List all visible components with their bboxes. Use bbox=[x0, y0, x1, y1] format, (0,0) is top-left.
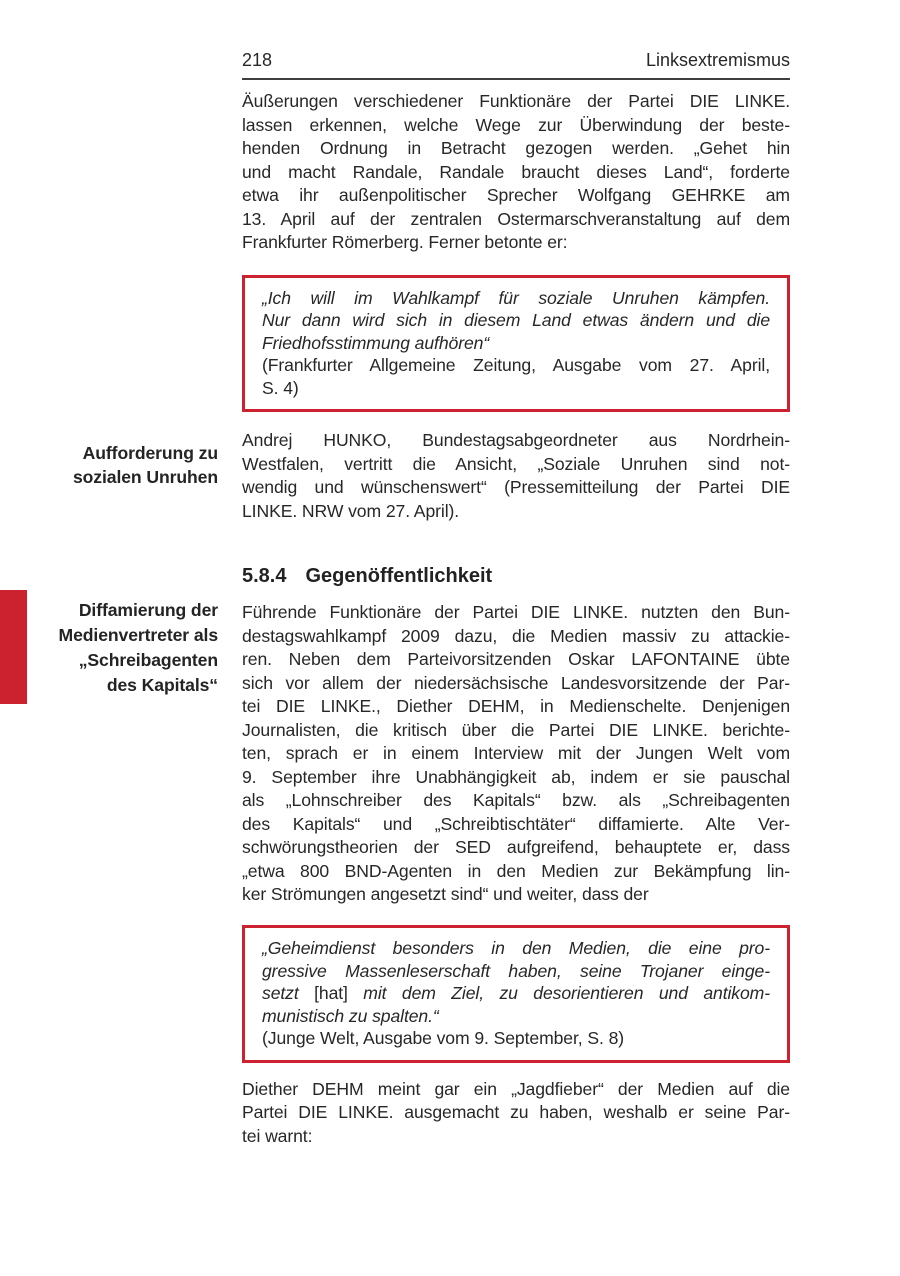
text-line: sich vor allem der niedersächsische Landesvorsitzende der Par- bbox=[242, 672, 790, 693]
quote-line: „Ich will im Wahlkampf für soziale Unruhen kämpfen. bbox=[262, 287, 770, 308]
chapter-title: Linksextremismus bbox=[645, 50, 790, 70]
quote-line: munistisch zu spalten.“ bbox=[262, 1005, 439, 1026]
text-line: LINKE. NRW vom 27. April). bbox=[242, 500, 460, 521]
quote-line: Friedhofsstimmung aufhören“ bbox=[262, 332, 490, 353]
text-line: Diether DEHM meint gar ein „Jagdfieber“ der Medien auf die bbox=[242, 1078, 790, 1099]
margin-note-social-unrest bbox=[0, 442, 218, 489]
text-line: Frankfurter Römerberg. Ferner betonte er: bbox=[242, 232, 568, 252]
quote-line: „Geheimdienst besonders in den Medien, die eine pro- bbox=[262, 937, 770, 958]
quote-citation-line: (Frankfurter Allgemeine Zeitung, Ausgabe vom 27. April, bbox=[262, 355, 770, 376]
quote-line: Nur dann wird sich in diesem Land etwas ändern und die bbox=[262, 310, 770, 331]
body-paragraph-4 bbox=[242, 1078, 790, 1149]
margin-note-line: des Kapitals“ bbox=[106, 675, 218, 695]
text-line: als „Lohnschreiber des Kapitals“ bzw. als „Schreibagenten bbox=[242, 790, 790, 811]
text-line: „etwa 800 BND-Agenten in den Medien zur Bekämpfung lin- bbox=[242, 860, 790, 881]
section-heading bbox=[242, 565, 790, 588]
quote-citation-line: (Junge Welt, Ausgabe vom 9. September, S. 8) bbox=[262, 1028, 625, 1049]
quote-segment: setzt bbox=[262, 983, 315, 1004]
text-line: etwa ihr außenpolitischer Sprecher Wolfgang GEHRKE am bbox=[242, 185, 790, 205]
section-number: 5.8.4 bbox=[242, 565, 287, 588]
body-paragraph-2 bbox=[242, 429, 790, 523]
margin-note-line: „Schreibagenten bbox=[78, 650, 218, 670]
editorial-insertion: [hat] bbox=[314, 983, 348, 1004]
text-line: Journalisten, die kritisch über die Partei DIE LINKE. berichte- bbox=[242, 719, 790, 740]
text-line: lassen erkennen, welche Wege zur Überwindung der beste- bbox=[242, 114, 790, 135]
text-line: Führende Funktionäre der Partei DIE LINKE. nutzten den Bun- bbox=[242, 602, 790, 623]
text-line: 13. April auf der zentralen Ostermarschveranstaltung auf dem bbox=[242, 208, 790, 229]
margin-note-line: sozialen Unruhen bbox=[72, 466, 218, 487]
body-paragraph-3 bbox=[242, 601, 790, 907]
text-line: henden Ordnung in Betracht gezogen werden. „Gehet hin bbox=[242, 138, 790, 158]
text-line: Äußerungen verschiedener Funktionäre der Partei DIE LINKE. bbox=[242, 91, 790, 111]
text-line: Andrej HUNKO, Bundestagsabgeordneter aus Nordrhein- bbox=[242, 430, 790, 451]
quote-box-2 bbox=[242, 925, 790, 1063]
text-line: ker Strömungen angesetzt sind“ und weiter, dass der bbox=[242, 884, 649, 905]
text-line: Westfalen, vertritt die Ansicht, „Soziale Unruhen sind not- bbox=[242, 453, 790, 474]
quote-box-1 bbox=[242, 275, 790, 413]
quote-segment: mit dem Ziel, zu desorientieren und antikom- bbox=[347, 983, 770, 1004]
page-number: 218 bbox=[242, 50, 273, 70]
body-paragraph-1 bbox=[242, 90, 790, 255]
page-header bbox=[242, 50, 790, 80]
margin-note-line: Aufforderung zu bbox=[82, 443, 218, 463]
text-line: destagswahlkampf 2009 dazu, die Medien massiv zu attackie- bbox=[242, 625, 790, 646]
section-title: Gegenöffentlichkeit bbox=[305, 565, 493, 588]
text-line: des Kapitals“ und „Schreibtischtäter“ diffamierte. Alte Ver- bbox=[242, 813, 790, 834]
margin-note-line: Diffamierung der bbox=[78, 600, 218, 620]
text-line: ren. Neben dem Parteivorsitzenden Oskar LAFONTAINE übte bbox=[242, 649, 790, 670]
text-line: und macht Randale, Randale braucht dieses Land“, forderte bbox=[242, 161, 790, 182]
text-line: tei DIE LINKE., Diether DEHM, in Medienschelte. Denjenigen bbox=[242, 696, 790, 717]
text-line: 9. September ihre Unabhängigkeit ab, indem er sie pauschal bbox=[242, 766, 790, 787]
margin-note-line: Medienvertreter als bbox=[58, 625, 218, 645]
text-line: Partei DIE LINKE. ausgemacht zu haben, weshalb er seine Par- bbox=[242, 1102, 790, 1123]
quote-line: gressive Massenleserschaft haben, seine Trojaner einge- bbox=[262, 960, 770, 981]
quote-citation-line: S. 4) bbox=[262, 377, 299, 398]
text-line: tei warnt: bbox=[242, 1125, 313, 1146]
text-column bbox=[242, 50, 790, 1148]
quote-line-mixed bbox=[262, 982, 770, 1005]
text-line: schwörungstheorien der SED aufgreifend, behauptete er, dass bbox=[242, 837, 790, 858]
text-line: wendig und wünschenswert“ (Pressemitteilung der Partei DIE bbox=[242, 477, 790, 498]
margin-note-media-defamation bbox=[0, 598, 218, 698]
text-line: ten, sprach er in einem Interview mit der Jungen Welt vom bbox=[242, 743, 790, 764]
